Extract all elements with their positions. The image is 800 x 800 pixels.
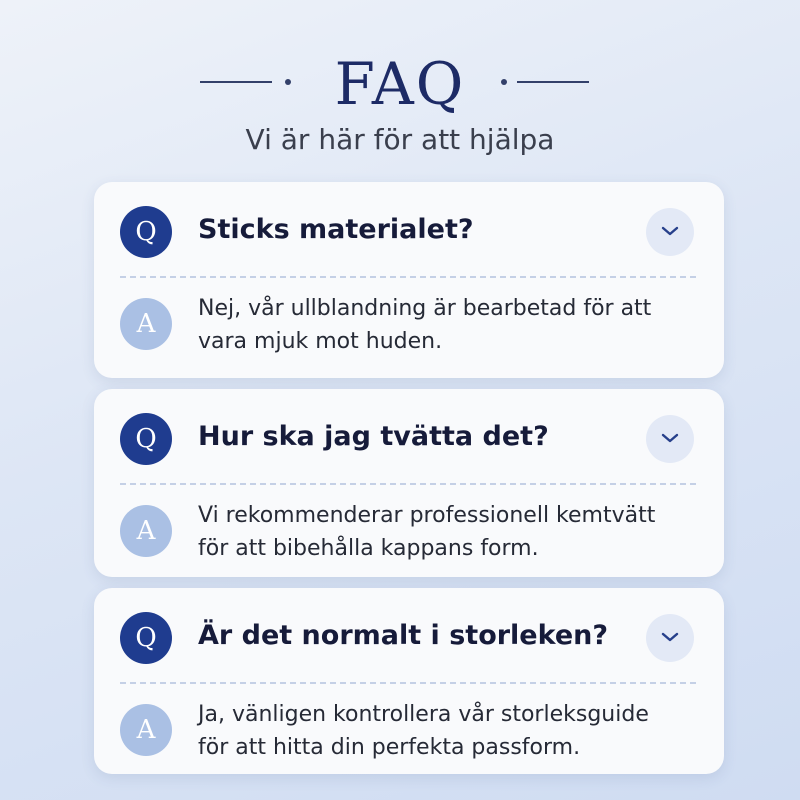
page-subtitle: Vi är här för att hjälpa — [245, 123, 555, 156]
faq-toggle-button[interactable] — [646, 614, 694, 662]
faq-answer-line: Ja, vänligen kontrollera vår storleksguide — [198, 702, 649, 727]
faq-toggle-button[interactable] — [646, 415, 694, 463]
faq-item — [94, 588, 724, 774]
faq-question: Hur ska jag tvätta det? — [198, 421, 549, 452]
faq-toggle-button[interactable] — [646, 208, 694, 256]
chevron-down-icon — [660, 431, 680, 445]
faq-question-row[interactable] — [94, 389, 724, 483]
title-row — [0, 48, 800, 120]
faq-divider — [120, 483, 696, 485]
faq-answer — [198, 292, 698, 358]
answer-badge: A — [120, 505, 172, 557]
faq-divider — [120, 682, 696, 684]
title-decoration-dot-right — [501, 79, 507, 85]
title-decoration-line-left — [200, 81, 272, 83]
answer-badge: A — [120, 298, 172, 350]
faq-question-row[interactable] — [94, 182, 724, 276]
faq-answer — [198, 698, 698, 764]
faq-answer-line: för att hitta din perfekta passform. — [198, 735, 581, 760]
question-badge: Q — [120, 413, 172, 465]
faq-answer-line: Vi rekommenderar professionell kemtvätt — [198, 503, 656, 528]
faq-item — [94, 182, 724, 378]
faq-answer — [198, 499, 698, 565]
question-badge: Q — [120, 206, 172, 258]
chevron-down-icon — [660, 630, 680, 644]
faq-answer-line: Nej, vår ullblandning är bearbetad för att — [198, 296, 652, 321]
title-decoration-line-right — [517, 81, 589, 83]
faq-answer-line: för att bibehålla kappans form. — [198, 536, 539, 561]
title-decoration-dot-left — [285, 79, 291, 85]
faq-question: Sticks materialet? — [198, 214, 474, 245]
page-title: FAQ — [334, 50, 466, 118]
faq-question: Är det normalt i storleken? — [198, 620, 609, 651]
chevron-down-icon — [660, 224, 680, 238]
question-badge: Q — [120, 612, 172, 664]
faq-item — [94, 389, 724, 577]
answer-badge: A — [120, 704, 172, 756]
faq-question-row[interactable] — [94, 588, 724, 682]
faq-answer-line: vara mjuk mot huden. — [198, 329, 443, 354]
faq-divider — [120, 276, 696, 278]
faq-header — [0, 48, 800, 168]
